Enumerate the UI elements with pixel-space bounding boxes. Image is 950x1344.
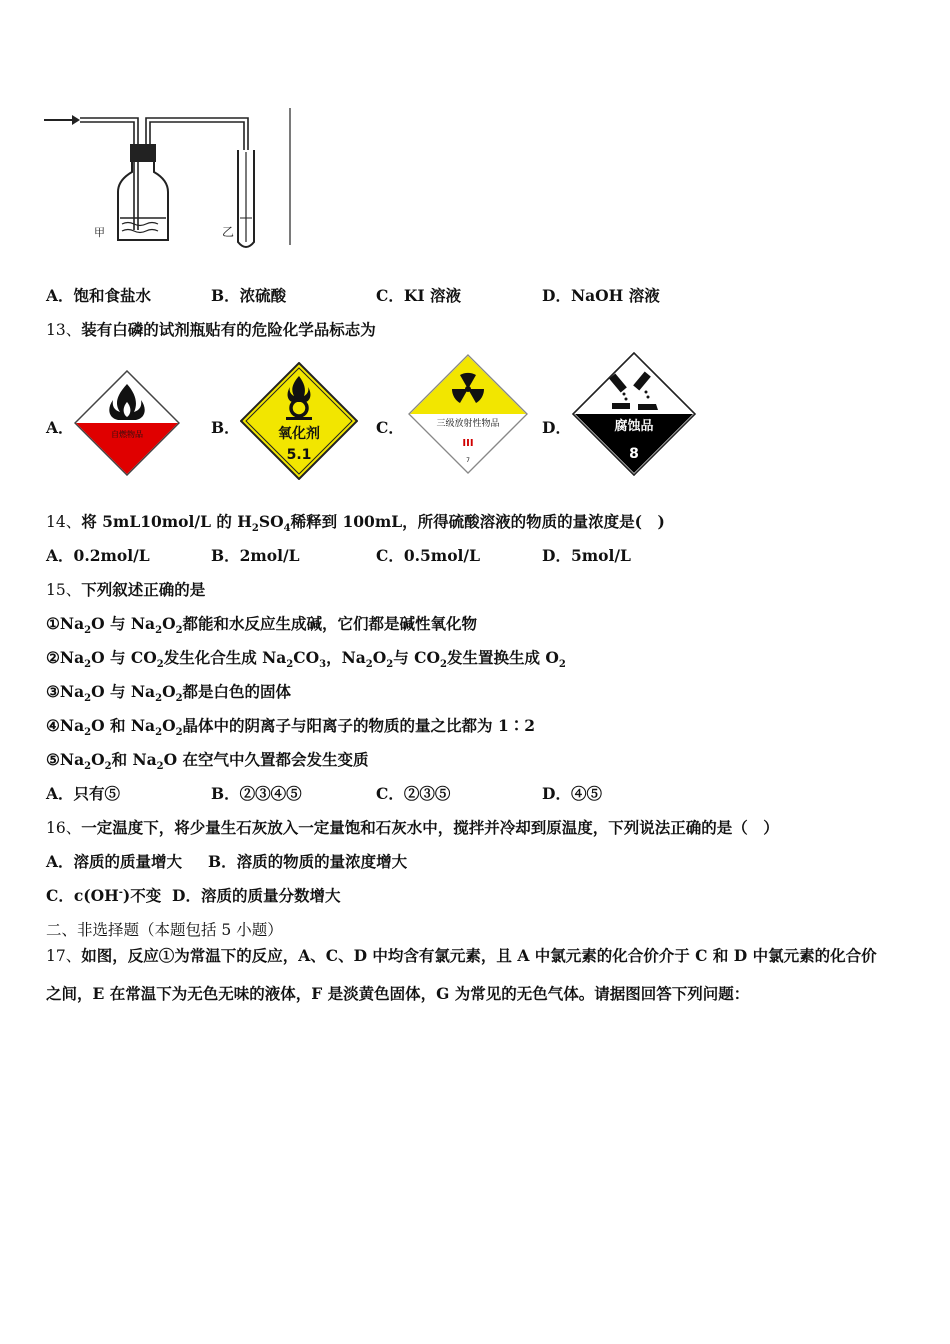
q14-option-b: B．2mol/L bbox=[211, 546, 300, 565]
q17-stem-line-2: 之间，E 在常温下为无色无味的液体，F 是淡黄色固体，G 为常见的无色气体。请据图回答下列问题： bbox=[46, 984, 750, 1003]
sign-d-number: 8 bbox=[629, 446, 639, 462]
corrosive-sign bbox=[572, 352, 696, 476]
q15-option-a: A．只有⑤ bbox=[46, 784, 121, 803]
q17-stem-line-1: 17、如图，反应①为常温下的反应，A、C、D 中均含有氯元素，且 A 中氯元素的化合价介于 C 和 D 中氯元素的化合价 bbox=[46, 946, 877, 965]
radioactive-sign bbox=[408, 354, 528, 474]
q15-option-b: B．②③④⑤ bbox=[211, 784, 302, 803]
q15-statement-1: $①Na_2O$ 与 $Na_2O_2$都能和水反应生成碱，它们都是碱性氧化物 bbox=[46, 614, 478, 637]
q15-option-d: D．④⑤ bbox=[542, 784, 602, 803]
sign-c-number: 7 bbox=[466, 457, 470, 464]
q13-option-c-letter: C． bbox=[376, 418, 404, 437]
q12-option-a: A．饱和食盐水 bbox=[46, 286, 152, 305]
q15-statement-4: $④Na_2O$ 和 $Na_2O_2$晶体中的阴离子与阳离子的物质的量之比都为 1∶2 bbox=[46, 716, 536, 739]
gas-washing-apparatus-diagram bbox=[42, 100, 302, 260]
q15-statement-5: $⑤Na_2O_2$和 $Na_2O$ 在空气中久置都会发生变质 bbox=[46, 750, 369, 773]
sign-a-text: 自燃物品 bbox=[111, 430, 143, 439]
sign-b-number: 5.1 bbox=[286, 447, 312, 463]
q16-option-b: B．溶质的物质的量浓度增大 bbox=[208, 852, 408, 871]
q16-option-c: C．c(OH-)不变 bbox=[46, 886, 162, 905]
q16-option-d: D．溶质的质量分数增大 bbox=[172, 886, 341, 905]
q12-option-d: D．NaOH 溶液 bbox=[542, 286, 660, 305]
apparatus-label-jia: 甲 bbox=[94, 226, 105, 239]
q15-statement-3: $③Na_2O$ 与 $Na_2O_2$都是白色的固体 bbox=[46, 682, 292, 705]
q16-stem: 16、一定温度下，将少量生石灰放入一定量饱和石灰水中，搅拌并冷却到原温度，下列说法正确的是（ ） bbox=[46, 818, 779, 837]
oxidizer-sign bbox=[240, 362, 358, 480]
q15-stem: 15、下列叙述正确的是 bbox=[46, 580, 206, 599]
sign-c-roman: III bbox=[462, 438, 474, 449]
sign-d-text: 腐蚀品 bbox=[614, 419, 654, 434]
q14-stem: 14、将 5mL10mol/L 的 $H_2SO_4$稀释到 100mL，所得硫酸溶液的物质的量浓度是( ) bbox=[46, 512, 665, 535]
q13-option-b-letter: B． bbox=[211, 418, 240, 437]
q13-stem: 13、装有白磷的试剂瓶贴有的危险化学品标志为 bbox=[46, 320, 376, 339]
q12-option-c: C．KI 溶液 bbox=[376, 286, 461, 305]
apparatus-label-yi: 乙 bbox=[222, 225, 235, 239]
q13-option-a-letter: A． bbox=[46, 418, 74, 437]
q16-option-a: A．溶质的质量增大 bbox=[46, 852, 183, 871]
spontaneous-combustion-sign bbox=[74, 370, 180, 476]
q14-option-a: A．0.2mol/L bbox=[46, 546, 150, 565]
q13-option-d-letter: D． bbox=[542, 418, 571, 437]
sign-c-text: 三级放射性物品 bbox=[436, 419, 500, 429]
q14-option-c: C．0.5mol/L bbox=[376, 546, 480, 565]
q12-option-b: B．浓硫酸 bbox=[211, 286, 287, 305]
sign-b-text: 氧化剂 bbox=[278, 426, 320, 442]
q15-option-c: C．②③⑤ bbox=[376, 784, 451, 803]
q15-statement-2: $②Na_2O$ 与 $CO_2$发生化合生成 $Na_2CO_3$，$Na_2O_2$与 $CO_2$发生置换生成 $O_2$ bbox=[46, 648, 566, 671]
section-2-heading: 二、非选择题（本题包括 5 小题） bbox=[46, 921, 283, 939]
q14-option-d: D．5mol/L bbox=[542, 546, 631, 565]
